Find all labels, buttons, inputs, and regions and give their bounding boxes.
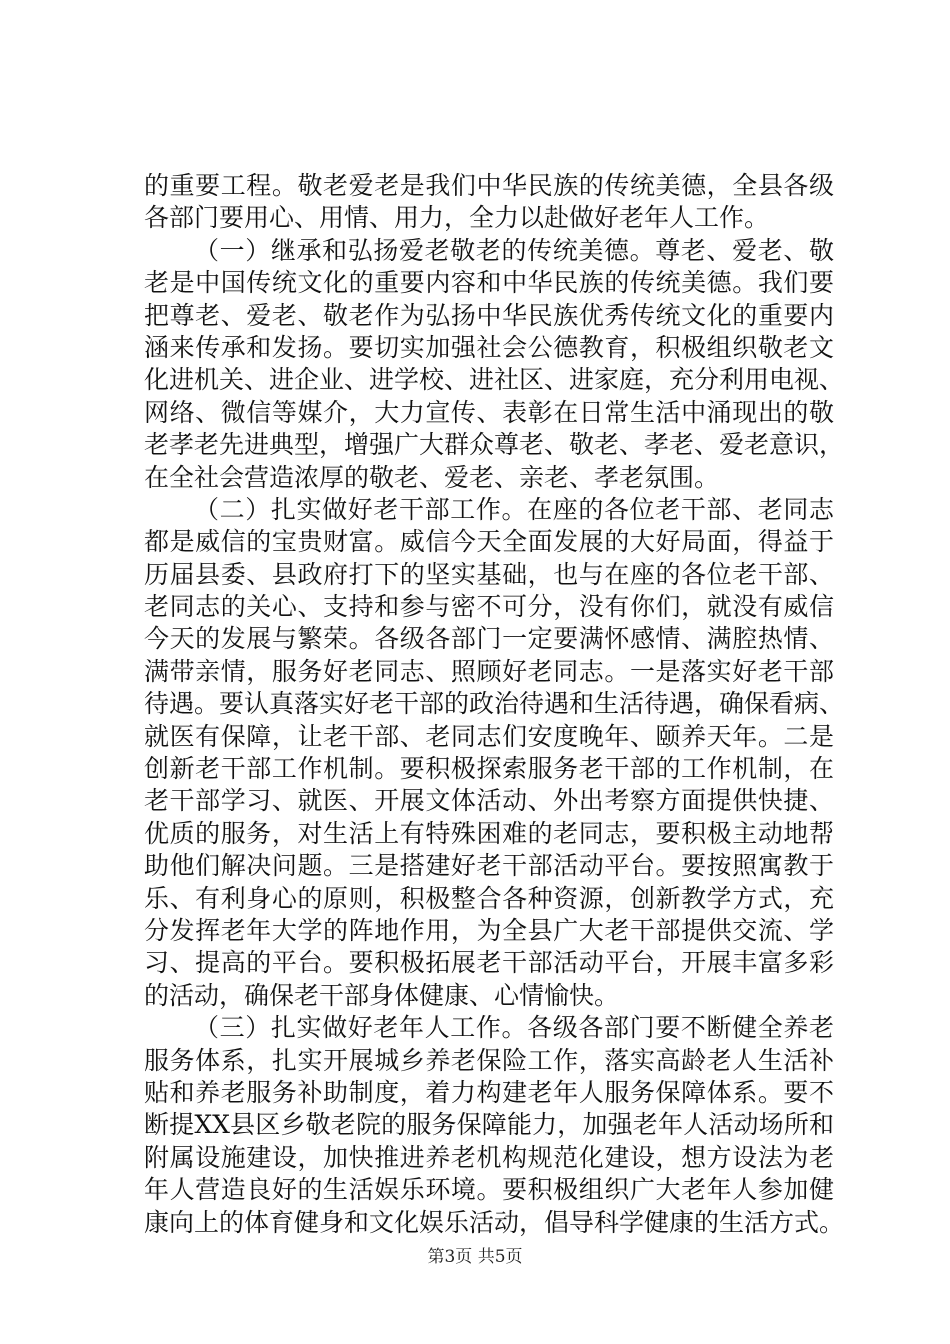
text-line: 服务体系，扎实开展城乡养老保险工作，落实高龄老人生活补 [144,1045,834,1075]
text-line: 满带亲情，服务好老同志、照顾好老同志。一是落实好老干部 [144,656,834,686]
text-line: 网络、微信等媒介，大力宣传、表彰在日常生活中涌现出的敬 [144,397,834,427]
text-line: 老同志的关心、支持和参与密不可分，没有你们，就没有威信 [144,592,834,622]
text-line: 贴和养老服务补助制度，着力构建老年人服务保障体系。要不 [144,1077,834,1107]
paragraph-start-line: （三）扎实做好老年人工作。各级各部门要不断健全养老 [194,1013,834,1043]
paragraph-start-line: （二）扎实做好老干部工作。在座的各位老干部、老同志 [194,494,834,524]
text-line: 老干部学习、就医、开展文体活动、外出考察方面提供快捷、 [144,786,834,816]
page-number-footer: 第3页 共5页 [427,1247,523,1267]
text-line: 年人营造良好的生活娱乐环境。要积极组织广大老年人参加健 [144,1175,834,1205]
text-line: 各部门要用心、用情、用力，全力以赴做好老年人工作。 [144,203,770,233]
text-line: 化进机关、进企业、进学校、进社区、进家庭，充分利用电视、 [144,365,845,395]
body-text [144,170,845,1239]
text-line: 创新老干部工作机制。要积极探索服务老干部的工作机制，在 [144,754,834,784]
text-line: 就医有保障，让老干部、老同志们安度晚年、颐养天年。二是 [144,721,834,751]
text-line: 优质的服务，对生活上有特殊困难的老同志，要积极主动地帮 [144,818,834,848]
text-line: 的活动，确保老干部身体健康、心情愉快。 [144,980,620,1010]
text-line: 乐、有利身心的原则，积极整合各种资源，创新教学方式，充 [144,883,834,913]
text-line: 把尊老、爱老、敬老作为弘扬中华民族优秀传统文化的重要内 [144,300,834,330]
text-line: 康向上的体育健身和文化娱乐活动，倡导科学健康的生活方式。 [144,1207,845,1237]
text-line: 涵来传承和发扬。要切实加强社会公德教育，积极组织敬老文 [144,332,834,362]
text-line: 都是威信的宝贵财富。威信今天全面发展的大好局面，得益于 [144,527,834,557]
text-line: 附属设施建设，加快推进养老机构规范化建设，想方设法为老 [144,1142,834,1172]
text-line: 今天的发展与繁荣。各级各部门一定要满怀感情、满腔热情、 [144,624,834,654]
text-line: 老孝老先进典型，增强广大群众尊老、敬老、孝老、爱老意识， [144,430,845,460]
text-line: 待遇。要认真落实好老干部的政治待遇和生活待遇，确保看病、 [144,689,845,719]
text-line: 习、提高的平台。要积极拓展老干部活动平台，开展丰富多彩 [144,948,834,978]
text-line: 历届县委、县政府打下的坚实基础，也与在座的各位老干部、 [144,559,834,589]
text-line: 断提XX县区乡敬老院的服务保障能力，加强老年人活动场所和 [144,1110,834,1140]
text-line: 老是中国传统文化的重要内容和中华民族的传统美德。我们要 [144,268,834,298]
text-line: 的重要工程。敬老爱老是我们中华民族的传统美德，全县各级 [144,171,834,200]
text-line: 助他们解决问题。三是搭建好老干部活动平台。要按照寓教于 [144,851,834,881]
text-line: 在全社会营造浓厚的敬老、爱老、亲老、孝老氛围。 [144,462,720,492]
text-line: 分发挥老年大学的阵地作用，为全县广大老干部提供交流、学 [144,915,834,945]
paragraph-start-line: （一）继承和弘扬爱老敬老的传统美德。尊老、爱老、敬 [194,235,834,265]
